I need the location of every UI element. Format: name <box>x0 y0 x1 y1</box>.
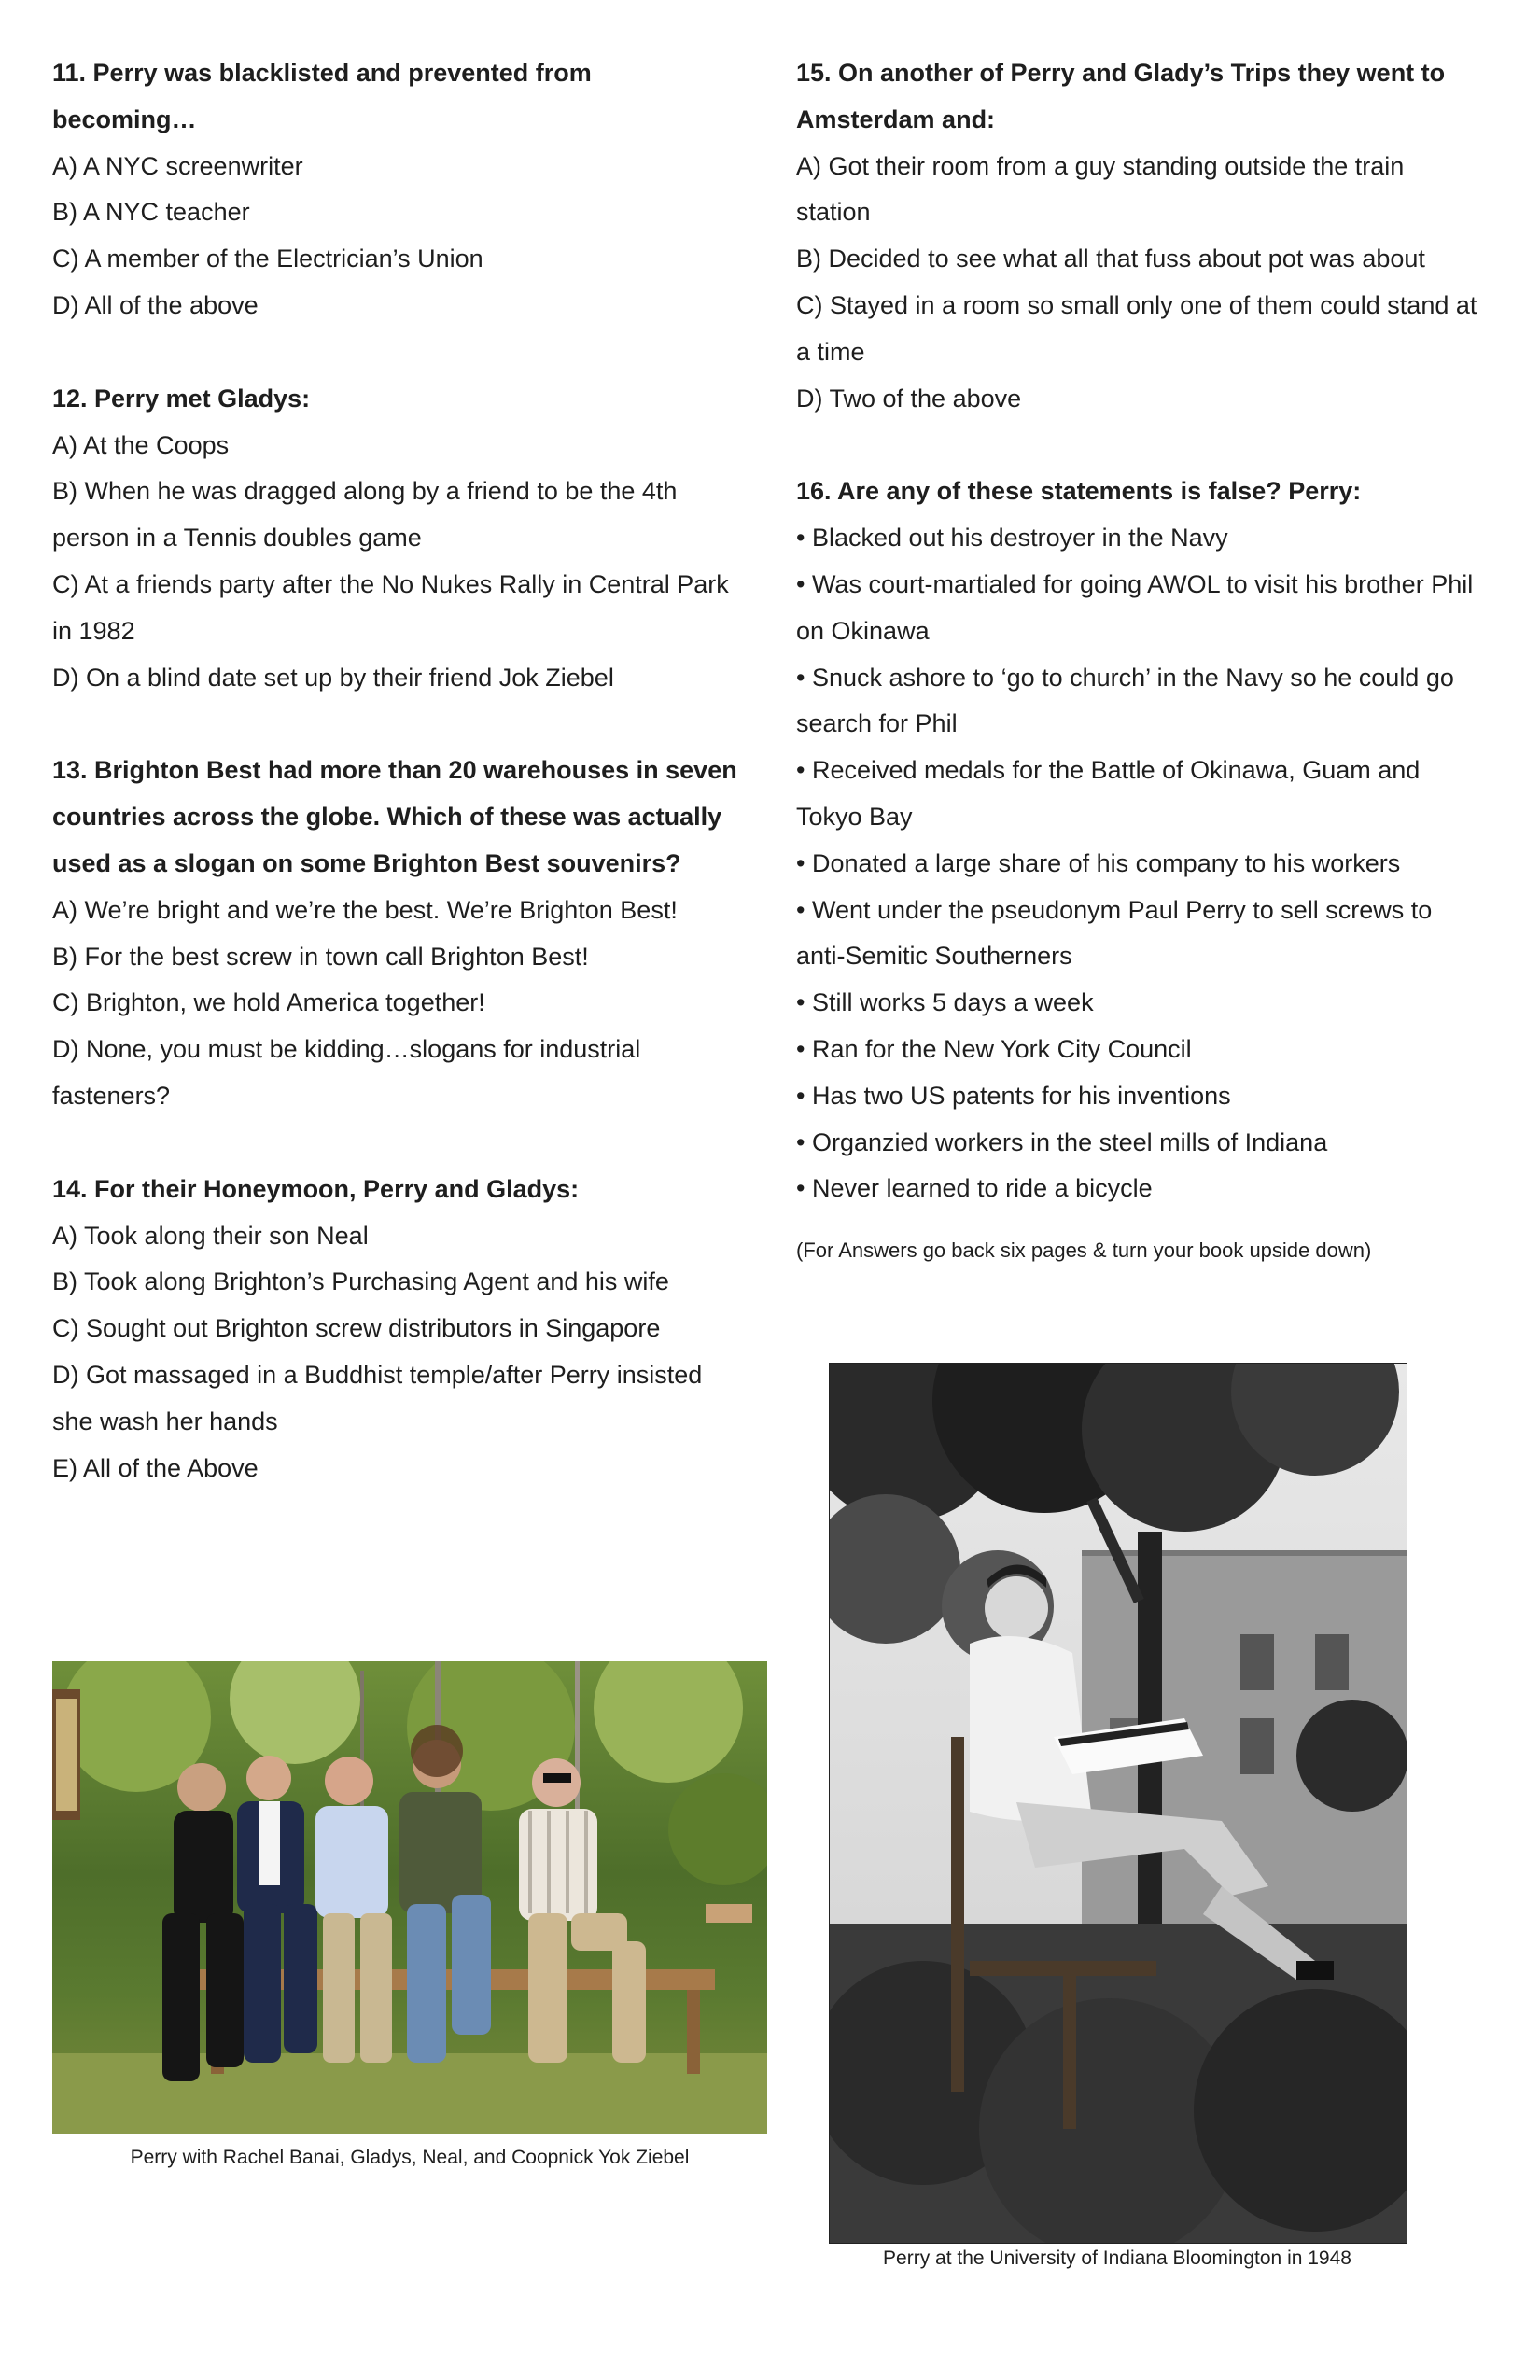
question-title: countries across the globe. Which of these was actually <box>52 803 722 832</box>
answer-option: B) When he was dragged along by a friend to be the 4th <box>52 477 678 506</box>
answer-option: D) Got massaged in a Buddhist temple/after Perry insisted <box>52 1360 703 1389</box>
statement-item: • Ran for the New York City Council <box>796 1034 1192 1063</box>
statement-item: • Organzied workers in the steel mills of Indiana <box>796 1127 1328 1156</box>
question-title: becoming… <box>52 105 197 133</box>
answer-option: A) Took along their son Neal <box>52 1221 369 1250</box>
question-title: 13. Brighton Best had more than 20 warehouses in seven <box>52 756 737 785</box>
question-12 <box>52 376 743 702</box>
answer-option: A) At the Coops <box>52 430 230 459</box>
question-13 <box>52 748 743 1119</box>
question-title: 11. Perry was blacklisted and prevented from <box>52 59 592 87</box>
question-16 <box>796 469 1505 1212</box>
answer-option: A) A NYC screenwriter <box>52 151 303 180</box>
answers-note: (For Answers go back six pages & turn your book upside down) <box>796 1239 1372 1263</box>
answer-option: C) Sought out Brighton screw distributors in Singapore <box>52 1314 661 1343</box>
answer-option: D) All of the above <box>52 290 259 319</box>
answer-option: she wash her hands <box>52 1407 278 1435</box>
answer-option: C) A member of the Electrician’s Union <box>52 245 483 273</box>
left-column <box>52 50 743 1538</box>
statement-item: anti-Semitic Southerners <box>796 942 1072 971</box>
question-title: 15. On another of Perry and Glady’s Trips they went to <box>796 59 1446 87</box>
statement-item: search for Phil <box>796 709 958 738</box>
answer-option: D) Two of the above <box>796 384 1022 413</box>
right-column <box>796 50 1505 1285</box>
answer-option: B) A NYC teacher <box>52 198 250 227</box>
question-title: 14. For their Honeymoon, Perry and Gladys: <box>52 1174 580 1203</box>
answer-option: E) All of the Above <box>52 1453 259 1482</box>
statement-item: • Still works 5 days a week <box>796 988 1094 1017</box>
statement-item: • Was court-martialed for going AWOL to visit his brother Phil <box>796 569 1474 598</box>
question-title: Amsterdam and: <box>796 105 996 133</box>
answer-option: B) Decided to see what all that fuss about pot was about <box>796 245 1425 273</box>
answer-option: fasteners? <box>52 1081 171 1110</box>
question-title: 12. Perry met Gladys: <box>52 384 311 413</box>
answer-option: station <box>796 198 871 227</box>
answer-option: in 1982 <box>52 616 135 645</box>
answer-option: A) We’re bright and we’re the best. We’re Brighton Best! <box>52 895 678 924</box>
answer-option: C) At a friends party after the No Nukes Rally in Central Park <box>52 569 729 598</box>
answer-option: B) Took along Brighton’s Purchasing Agent and his wife <box>52 1267 669 1296</box>
answer-option: D) None, you must be kidding…slogans for industrial <box>52 1035 641 1064</box>
answer-option: C) Brighton, we hold America together! <box>52 988 485 1017</box>
statement-item: on Okinawa <box>796 616 930 645</box>
question-title: used as a slogan on some Brighton Best souvenirs? <box>52 848 681 877</box>
question-title: 16. Are any of these statements is false? Perry: <box>796 477 1362 506</box>
statement-item: • Went under the pseudonym Paul Perry to sell screws to <box>796 895 1433 924</box>
statement-item: • Never learned to ride a bicycle <box>796 1174 1153 1203</box>
answer-option: D) On a blind date set up by their friend Jok Ziebel <box>52 663 614 692</box>
group-photo-caption: Perry with Rachel Banai, Gladys, Neal, and Coopnick Yok Ziebel <box>130 2147 690 2168</box>
answer-option: A) Got their room from a guy standing outside the train <box>796 151 1405 180</box>
group-photo <box>52 1661 767 2134</box>
answer-option: C) Stayed in a room so small only one of them could stand at <box>796 290 1477 319</box>
statement-item: Tokyo Bay <box>796 802 913 831</box>
statement-item: • Received medals for the Battle of Okinawa, Guam and <box>796 756 1421 785</box>
answer-option: person in a Tennis doubles game <box>52 524 422 553</box>
reading-photo-caption: Perry at the University of Indiana Bloomington in 1948 <box>883 2247 1351 2269</box>
statement-item: • Blacked out his destroyer in the Navy <box>796 524 1228 553</box>
statement-item: • Has two US patents for his inventions <box>796 1081 1231 1110</box>
question-15 <box>796 50 1505 422</box>
statement-item: • Snuck ashore to ‘go to church’ in the Navy so he could go <box>796 663 1454 692</box>
reading-photo <box>829 1363 1407 2244</box>
answer-option: B) For the best screw in town call Brighton Best! <box>52 942 589 971</box>
statement-item: • Donated a large share of his company to his workers <box>796 848 1401 877</box>
question-14 <box>52 1167 743 1492</box>
answer-option: a time <box>796 337 865 366</box>
question-11 <box>52 50 743 329</box>
